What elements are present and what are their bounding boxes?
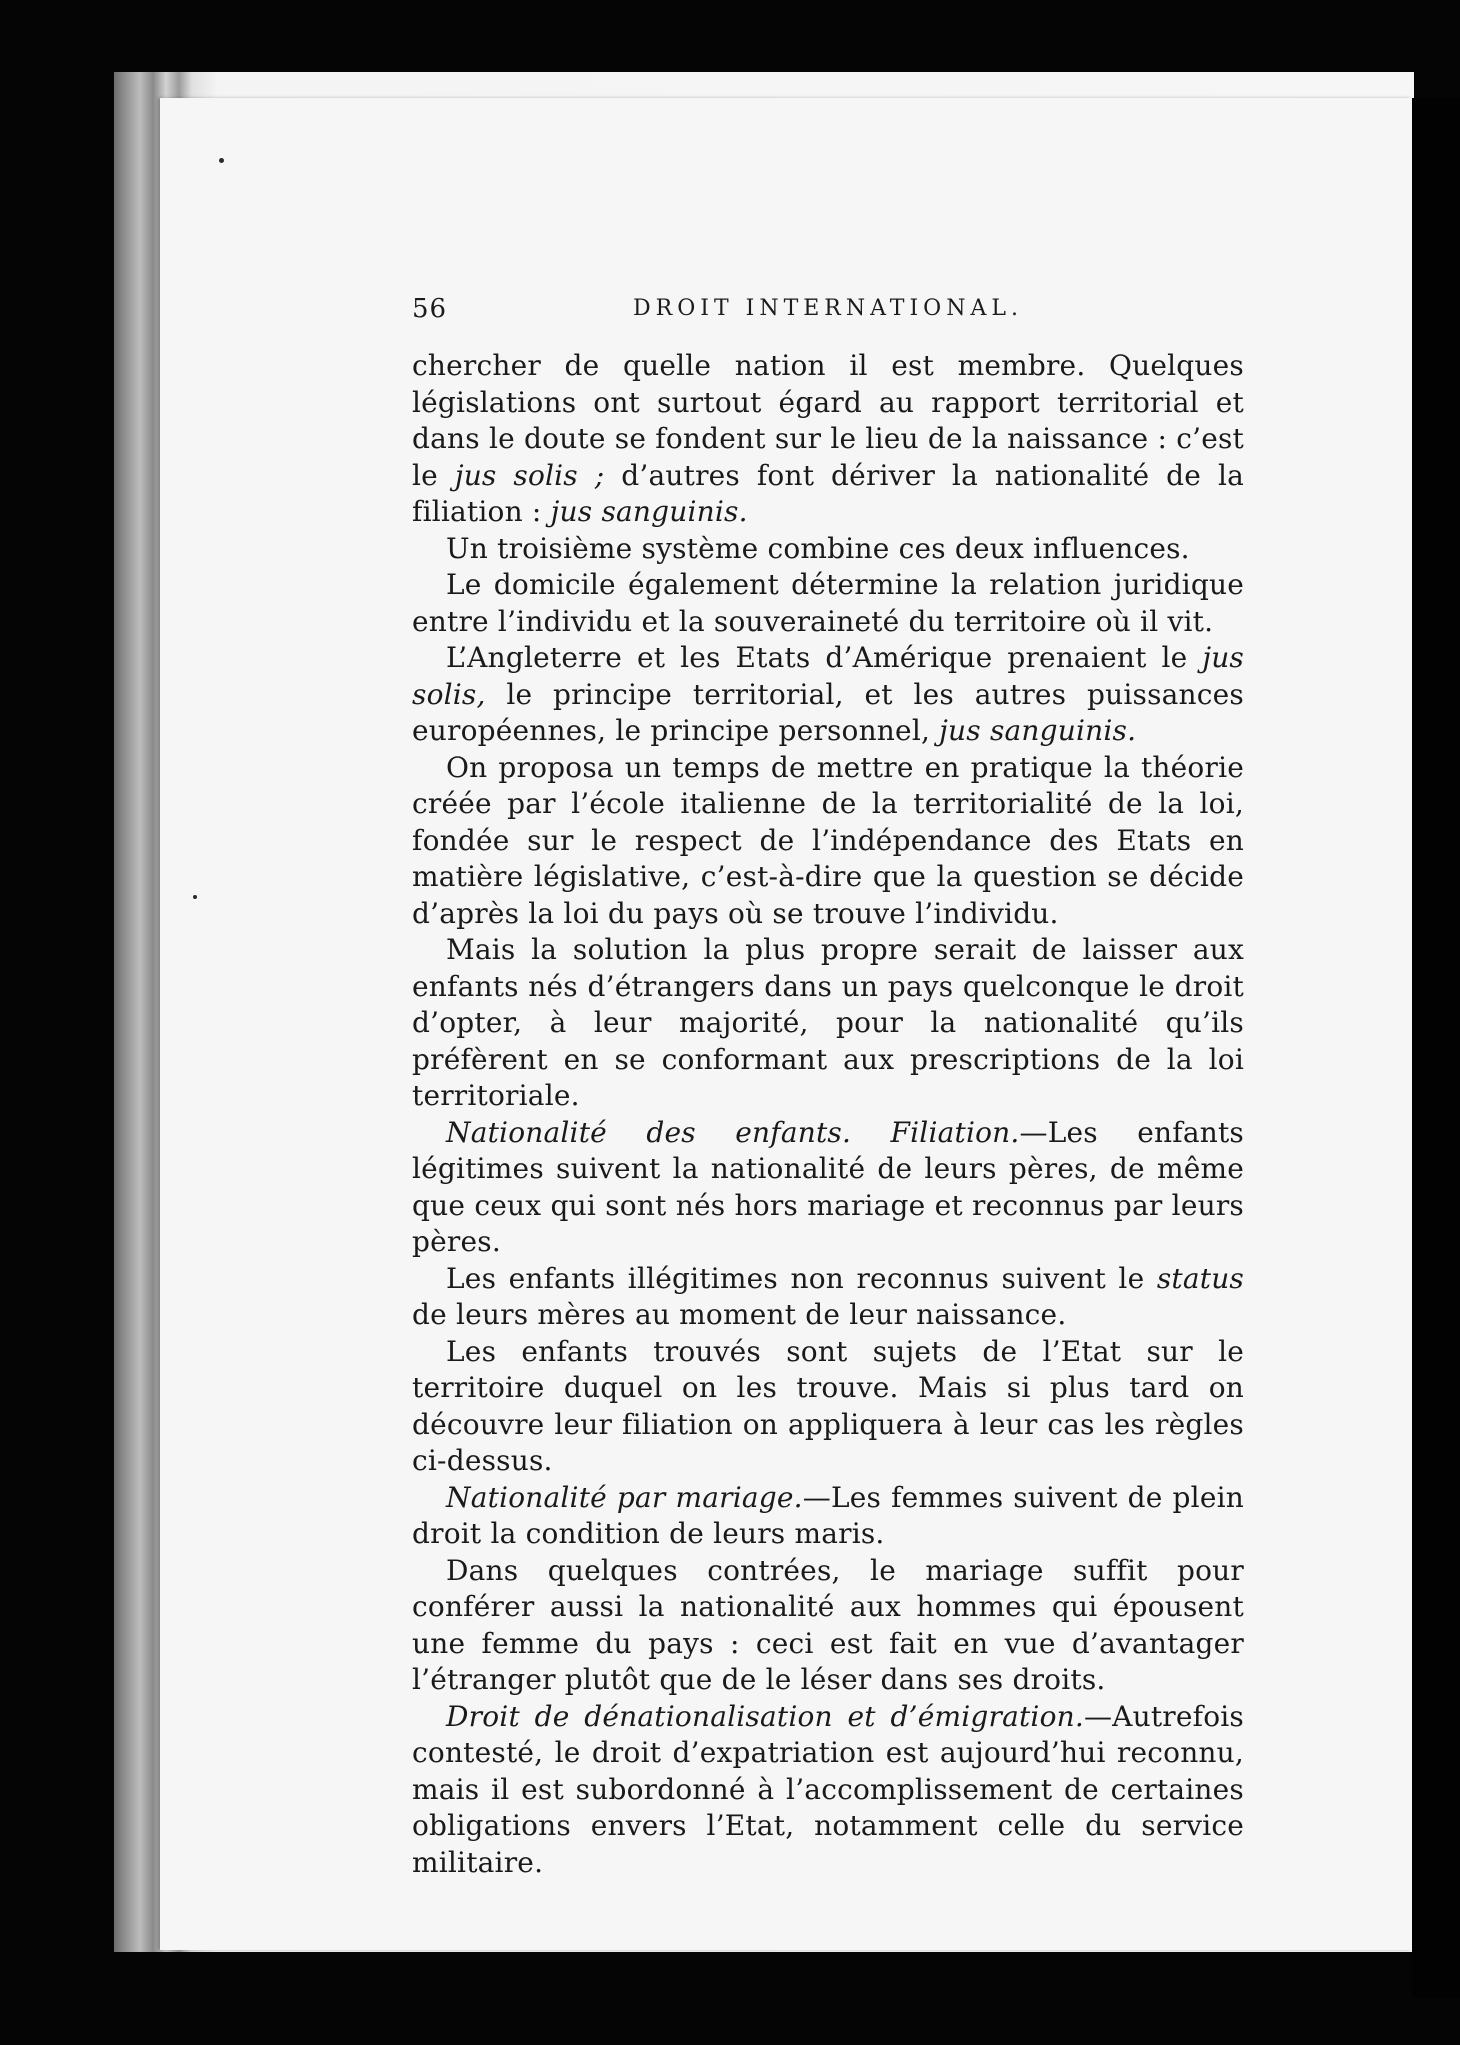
paragraph	[412, 348, 1244, 531]
italic-text: jus sanguinis.	[939, 714, 1137, 747]
text-run: On proposa un temps de mettre en pratique la théorie créée par l’école italienne de la territorialité de la loi, fondée sur le respect de l’indépendance des Etats en matière législative, c’est-à-dire que la question se décide d’après la loi du pays où se trouve l’individu.	[412, 750, 1244, 930]
text-run: —Les femmes suivent de plein droit la condition de leurs maris.	[412, 1480, 1244, 1550]
paragraph	[412, 1553, 1244, 1699]
text-run: Un troisième système combine ces deux influences.	[446, 531, 1190, 565]
italic-text: Droit de dénationalisation et d’émigration.	[446, 1699, 1084, 1733]
text-run: Le domicile également détermine la relation juridique entre l’individu et la souveraineté du territoire où il vit.	[412, 568, 1244, 638]
page-number: 56	[412, 294, 448, 324]
paragraph	[412, 932, 1244, 1115]
text-run: Dans quelques contrées, le mariage suffit pour conférer aussi la nationalité aux hommes qui épousent une femme du pays : ceci est fait en vue d’avantager l’étranger plutôt que de le léser dans ses droits.	[412, 1553, 1244, 1696]
paragraph	[412, 640, 1244, 750]
speck	[193, 895, 197, 899]
italic-text: jus solis ;	[454, 458, 605, 492]
italic-text: Nationalité des enfants. Filiation.	[446, 1115, 1020, 1149]
italic-text: jus solis,	[412, 641, 1244, 711]
italic-text: jus sanguinis.	[550, 495, 748, 528]
text-run: Les enfants illégitimes non reconnus suivent le	[446, 1261, 1157, 1295]
paragraph	[412, 1480, 1244, 1553]
paragraph	[412, 1261, 1244, 1334]
italic-text: status	[1156, 1261, 1244, 1295]
text-run: le principe territorial, et les autres puissances européennes, le principe personnel,	[412, 677, 1244, 747]
paragraph	[412, 750, 1244, 933]
text-run: de leurs mères au moment de leur naissance.	[412, 1298, 1067, 1331]
text-run: chercher de quelle nation il est membre. Quelques législations ont surtout égard au rapport territorial et dans le doute se fondent sur le lieu de la naissance : c’est le	[412, 349, 1244, 492]
text-run: Les enfants trouvés sont sujets de l’Etat sur le territoire duquel on les trouve. Mais si plus tard on découvre leur filiation on appliquera à leur cas les règles ci-dessus.	[412, 1334, 1244, 1477]
running-head: DROIT INTERNATIONAL.	[633, 296, 1023, 321]
paragraph	[412, 567, 1244, 640]
text-run: L’Angleterre et les Etats d’Amérique prenaient le	[446, 641, 1203, 674]
paragraph	[412, 1115, 1244, 1261]
text-run: Mais la solution la plus propre serait de laisser aux enfants nés d’étrangers dans un pays quelconque le droit d’opter, à leur majorité, pour la nationalité qu’ils préfèrent en se conformant aux prescriptions de la loi territoriale.	[412, 933, 1244, 1112]
page-header	[412, 294, 1244, 334]
text-run: d’autres font dériver la nationalité de la filiation :	[412, 458, 1244, 528]
paragraph	[412, 1699, 1244, 1882]
text-run: —Les enfants légitimes suivent la nationalité de leurs pères, de même que ceux qui sont nés hors mariage et reconnus par leurs pères.	[412, 1115, 1244, 1258]
scan-border	[1412, 98, 1460, 1998]
speck	[219, 158, 224, 163]
text-run: —Autrefois contesté, le droit d’expatriation est aujourd’hui reconnu, mais il est subordonné à l’accomplissement de certaines obligations envers l’Etat, notamment celle du service militaire.	[412, 1699, 1244, 1879]
italic-text: Nationalité par mariage.	[446, 1480, 803, 1514]
paragraph	[412, 1334, 1244, 1480]
body-text	[412, 348, 1244, 1881]
paragraph	[412, 531, 1244, 568]
